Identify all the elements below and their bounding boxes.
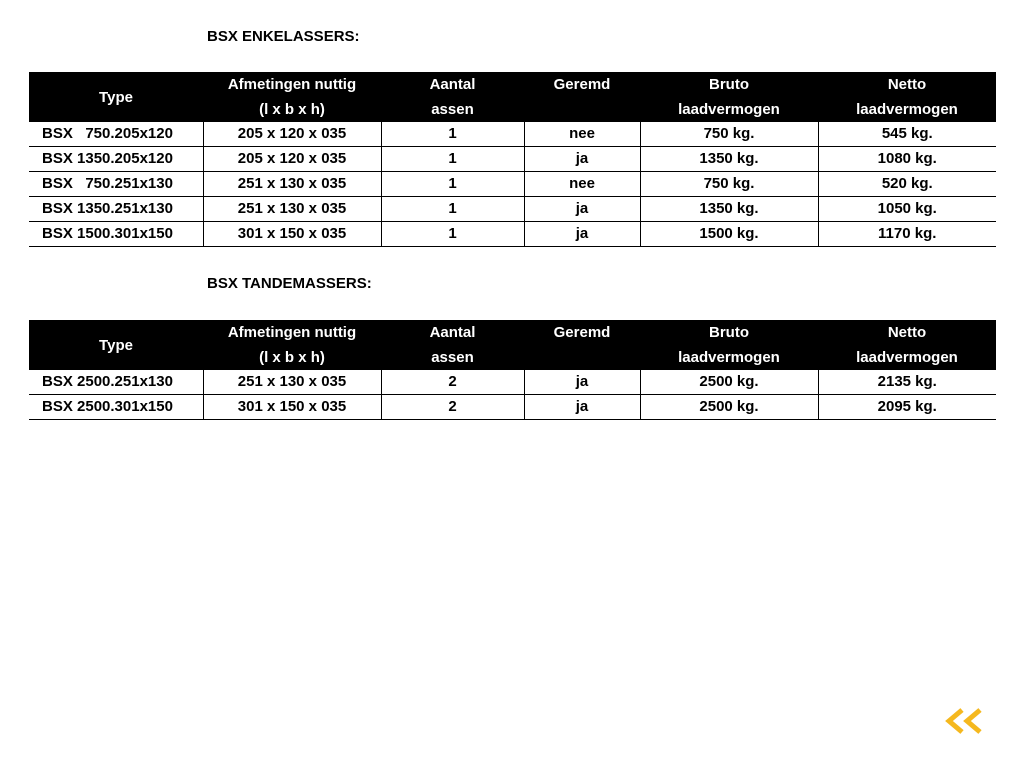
cell-type: BSX 2500.301x150 — [29, 395, 203, 420]
cell-type: BSX 750.205x120 — [29, 122, 203, 147]
table-header-row — [29, 320, 996, 370]
cell-axles: 2 — [381, 370, 524, 395]
header-net-line1: Netto — [887, 76, 927, 93]
tandem-axle-section-title: BSX TANDEMASSERS: — [207, 275, 372, 292]
header-gross-line1: Bruto — [709, 76, 749, 93]
cell-net: 2135 kg. — [818, 370, 996, 395]
header-type — [29, 72, 203, 122]
tandem-axle-spec-table — [29, 320, 996, 420]
cell-axles: 1 — [381, 172, 524, 197]
header-braked-label: Geremd — [553, 76, 611, 93]
cell-braked: ja — [524, 222, 640, 247]
header-gross — [640, 320, 818, 370]
single-axle-section-title: BSX ENKELASSERS: — [207, 28, 360, 45]
cell-gross: 2500 kg. — [640, 370, 818, 395]
cell-dimensions: 205 x 120 x 035 — [203, 122, 381, 147]
cell-type: BSX 750.251x130 — [29, 172, 203, 197]
header-net-line2: laadvermogen — [856, 101, 958, 118]
cell-braked: ja — [524, 197, 640, 222]
header-dimensions-line2: (l x b x h) — [259, 349, 325, 366]
header-axles — [381, 320, 524, 370]
double-chevron-left-icon — [944, 707, 986, 735]
header-net — [818, 72, 996, 122]
cell-gross: 750 kg. — [640, 122, 818, 147]
cell-gross: 1500 kg. — [640, 222, 818, 247]
cell-axles: 1 — [381, 122, 524, 147]
cell-braked: ja — [524, 147, 640, 172]
header-dimensions-line2: (l x b x h) — [259, 101, 325, 118]
cell-gross: 2500 kg. — [640, 395, 818, 420]
header-net-line2: laadvermogen — [856, 349, 958, 366]
cell-gross: 1350 kg. — [640, 197, 818, 222]
header-dimensions-line1: Afmetingen nuttig — [227, 76, 357, 93]
header-dimensions — [203, 72, 381, 122]
table-row — [29, 122, 996, 147]
header-gross-line2: laadvermogen — [678, 349, 780, 366]
header-net — [818, 320, 996, 370]
cell-type: BSX 1350.251x130 — [29, 197, 203, 222]
cell-type: BSX 1350.205x120 — [29, 147, 203, 172]
header-dimensions — [203, 320, 381, 370]
cell-dimensions: 251 x 130 x 035 — [203, 370, 381, 395]
cell-gross: 1350 kg. — [640, 147, 818, 172]
cell-axles: 1 — [381, 147, 524, 172]
table-row — [29, 370, 996, 395]
cell-net: 545 kg. — [818, 122, 996, 147]
header-braked — [524, 72, 640, 122]
cell-braked: ja — [524, 370, 640, 395]
cell-dimensions: 251 x 130 x 035 — [203, 172, 381, 197]
cell-braked: nee — [524, 122, 640, 147]
cell-axles: 1 — [381, 222, 524, 247]
cell-type: BSX 1500.301x150 — [29, 222, 203, 247]
header-axles-line1: Aantal — [429, 324, 476, 341]
header-type — [29, 320, 203, 370]
cell-dimensions: 301 x 150 x 035 — [203, 395, 381, 420]
table-row — [29, 172, 996, 197]
header-axles — [381, 72, 524, 122]
cell-axles: 2 — [381, 395, 524, 420]
header-axles-line2: assen — [431, 101, 474, 118]
cell-type: BSX 2500.251x130 — [29, 370, 203, 395]
cell-net: 1050 kg. — [818, 197, 996, 222]
cell-net: 1080 kg. — [818, 147, 996, 172]
cell-dimensions: 205 x 120 x 035 — [203, 147, 381, 172]
cell-axles: 1 — [381, 197, 524, 222]
header-gross — [640, 72, 818, 122]
cell-dimensions: 251 x 130 x 035 — [203, 197, 381, 222]
table-row — [29, 222, 996, 247]
header-gross-line2: laadvermogen — [678, 101, 780, 118]
cell-dimensions: 301 x 150 x 035 — [203, 222, 381, 247]
table-row — [29, 197, 996, 222]
header-type-label: Type — [99, 88, 133, 106]
logo-chevron-inner — [967, 710, 980, 732]
cell-net: 2095 kg. — [818, 395, 996, 420]
table-row — [29, 147, 996, 172]
cell-net: 520 kg. — [818, 172, 996, 197]
header-gross-line1: Bruto — [709, 324, 749, 341]
single-axle-spec-table — [29, 72, 996, 247]
header-braked — [524, 320, 640, 370]
header-axles-line2: assen — [431, 349, 474, 366]
header-net-line1: Netto — [887, 324, 927, 341]
header-axles-line1: Aantal — [429, 76, 476, 93]
table-row — [29, 395, 996, 420]
table-header-row — [29, 72, 996, 122]
cell-braked: nee — [524, 172, 640, 197]
cell-gross: 750 kg. — [640, 172, 818, 197]
cell-braked: ja — [524, 395, 640, 420]
cell-net: 1170 kg. — [818, 222, 996, 247]
logo-chevron-outer — [949, 710, 962, 732]
header-braked-label: Geremd — [553, 324, 611, 341]
header-dimensions-line1: Afmetingen nuttig — [227, 324, 357, 341]
header-type-label: Type — [99, 336, 133, 354]
